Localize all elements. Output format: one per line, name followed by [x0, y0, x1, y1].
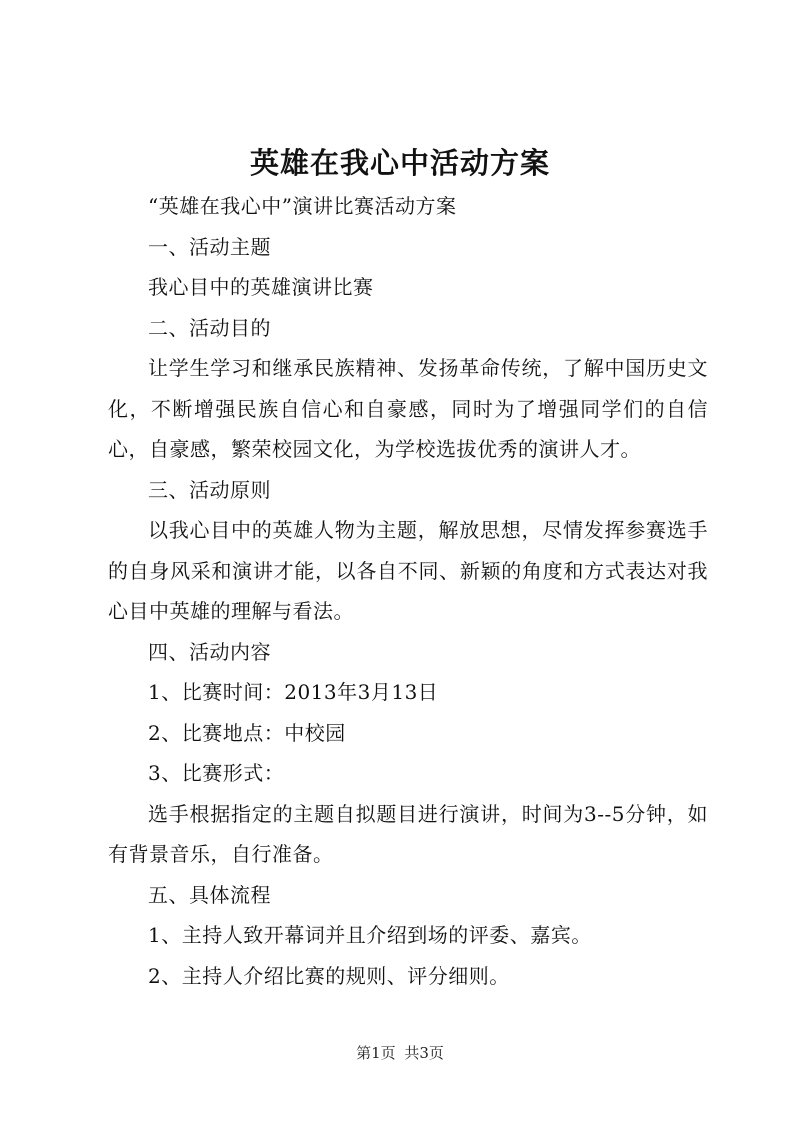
document-body — [108, 186, 708, 996]
format-paragraph: 选手根据指定的主题自拟题目进行演讲，时间为3--5分钟，如有背景音乐，自行准备。 — [108, 801, 708, 866]
content-item-location: 2、比赛地点：中校园 — [148, 720, 346, 745]
process-item-1: 1、主持人致开幕词并且介绍到场的评委、嘉宾。 — [148, 923, 592, 947]
page-total: 共3页 — [404, 1044, 444, 1062]
purpose-paragraph: 让学生学习和继承民族精神、发扬革命传统，了解中国历史文化，不断增强民族自信心和自豪感，同时为了增强同学们的自信心，自豪感，繁荣校园文化，为学校选拔优秀的演讲人才。 — [108, 356, 708, 461]
section-heading-theme: 一、活动主题 — [148, 234, 271, 259]
theme-paragraph: 我心目中的英雄演讲比赛 — [148, 275, 374, 299]
section-heading-content: 四、活动内容 — [148, 639, 271, 664]
process-item-2: 2、主持人介绍比赛的规则、评分细则。 — [148, 963, 510, 988]
section-heading-purpose: 二、活动目的 — [148, 315, 271, 340]
subtitle-paragraph: “英雄在我心中”演讲比赛活动方案 — [148, 194, 457, 218]
page-footer — [0, 1043, 800, 1063]
section-heading-process: 五、具体流程 — [148, 882, 271, 907]
content-item-time: 1、比赛时间：2013年3月13日 — [148, 680, 439, 704]
principle-paragraph: 以我心目中的英雄人物为主题，解放思想，尽情发挥参赛选手的自身风采和演讲才能，以各自不同、新颖的角度和方式表达对我心目中英雄的理解与看法。 — [108, 518, 708, 623]
section-heading-principle: 三、活动原则 — [148, 477, 271, 502]
page-number: 第1页 — [356, 1044, 396, 1062]
document-title: 英雄在我心中活动方案 — [249, 146, 550, 180]
content-item-format: 3、比赛形式： — [148, 761, 285, 785]
